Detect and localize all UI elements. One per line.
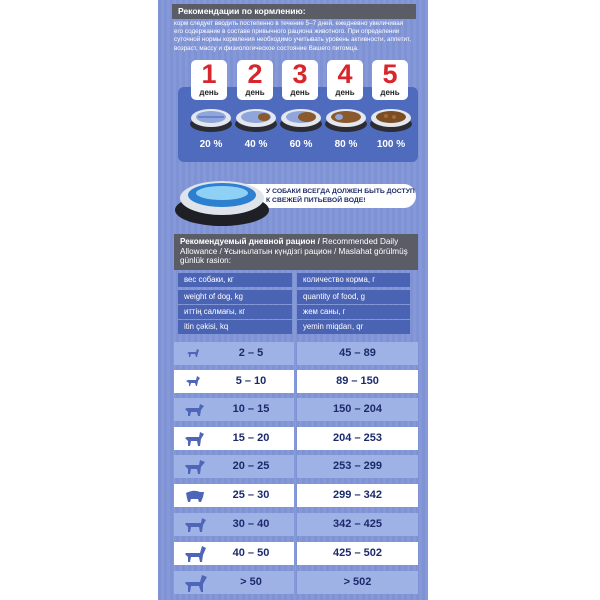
weight-value: 20 – 25: [232, 460, 270, 472]
daily-allowance-title: [174, 234, 418, 270]
feeding-info-panel: [158, 0, 428, 600]
table-row-food: 425 – 502: [297, 542, 418, 565]
day-percent: 60 %: [289, 139, 313, 150]
table-row-food: 204 – 253: [297, 427, 418, 450]
day-label: день: [380, 88, 400, 97]
dog-icon: [184, 574, 208, 593]
table-row-weight: [174, 427, 294, 450]
day-number: 1: [201, 59, 217, 89]
header-weight-kk: иттің салмағы, кг: [178, 305, 292, 319]
food-bowl-icon: [323, 105, 369, 133]
intro-text: корм следует вводить постепенно в течение 5–7 дней, ежедневно увеличивая его содержание в составе привычного рациона животного. При определении суточной нормы кормления необходимо учитывать уровень активности, аппетит, возраст, массу и физиологическое состояние Вашего питомца.: [174, 20, 411, 52]
day-label: день: [335, 88, 355, 97]
weight-value: 10 – 15: [232, 403, 270, 415]
day-number: 4: [337, 59, 353, 89]
food-bowl-icon: [278, 105, 324, 133]
day-card-2: [237, 60, 273, 100]
table-row-food: 150 – 204: [297, 398, 418, 421]
dog-icon: [184, 401, 206, 419]
food-bowl-icon: [188, 105, 234, 133]
weight-value: 15 – 20: [232, 432, 270, 444]
day-card-4: [327, 60, 363, 100]
dog-icon: [184, 487, 206, 505]
dog-icon: [184, 345, 202, 361]
header-food-ru: количество корма, г: [297, 273, 410, 287]
daily-title-rest: Recommended Daily Allowance / Ұсынылатын күндізгі рацион / Maslahat görülmüş günlük rasion:: [180, 237, 408, 266]
day-label: день: [199, 88, 219, 97]
table-row-weight: [174, 398, 294, 421]
weight-value: > 50: [240, 576, 262, 588]
table-row-food: 89 – 150: [297, 370, 418, 393]
weight-value: 30 – 40: [232, 518, 270, 530]
table-row-food: 45 – 89: [297, 342, 418, 365]
table-row-weight: [174, 484, 294, 507]
day-cards: [191, 60, 411, 100]
header-food-kk: жем саны, г: [297, 305, 410, 319]
header-weight-ru: вес собаки, кг: [178, 273, 292, 287]
dog-icon: [184, 458, 206, 476]
day-card-1: [191, 60, 227, 100]
feeding-header: Рекомендации по кормлению:: [172, 4, 416, 19]
day-number: 2: [247, 59, 263, 89]
table-row-weight: [174, 370, 294, 393]
header-weight-az: itin çəkisi, kq: [178, 320, 292, 334]
weight-value: 2 – 5: [238, 347, 264, 359]
table-row-weight: [174, 342, 294, 365]
table-row-food: 253 – 299: [297, 455, 418, 478]
header-food-en: quantity of food, g: [297, 290, 410, 304]
day-label: день: [245, 88, 265, 97]
weight-value: 5 – 10: [235, 375, 267, 387]
weight-value: 25 – 30: [232, 489, 270, 501]
day-percent: 20 %: [199, 139, 223, 150]
food-bowl-icon: [368, 105, 414, 133]
day-card-3: [282, 60, 318, 100]
table-row-weight: [174, 542, 294, 565]
day-card-5: [372, 60, 408, 100]
table-row-weight: [174, 455, 294, 478]
table-row-food: 342 – 425: [297, 513, 418, 536]
day-label: день: [290, 88, 310, 97]
day-percent: 40 %: [244, 139, 268, 150]
day-number: 3: [292, 59, 308, 89]
dog-icon: [184, 545, 208, 564]
day-percent: 100 %: [376, 139, 406, 150]
header-weight-en: weight of dog, kg: [178, 290, 292, 304]
water-notice: У СОБАКИ ВСЕГДА ДОЛЖЕН БЫТЬ ДОСТУП К СВЕЖЕЙ ПИТЬЕВОЙ ВОДЕ!: [240, 184, 416, 208]
day-number: 5: [382, 59, 398, 89]
dog-icon: [184, 430, 206, 448]
table-row-food: 299 – 342: [297, 484, 418, 507]
header-food-az: yemin miqdarı, qr: [297, 320, 410, 334]
daily-title-bold: Рекомендуемый дневной рацион /: [180, 237, 323, 246]
water-bowl-icon: [170, 168, 270, 230]
dog-icon: [184, 373, 202, 389]
table-row-food: > 502: [297, 571, 418, 594]
dog-icon: [184, 516, 208, 534]
table-row-weight: [174, 571, 294, 594]
table-row-weight: [174, 513, 294, 536]
day-percent: 80 %: [334, 139, 358, 150]
food-bowl-icon: [233, 105, 279, 133]
weight-value: 40 – 50: [232, 547, 270, 559]
